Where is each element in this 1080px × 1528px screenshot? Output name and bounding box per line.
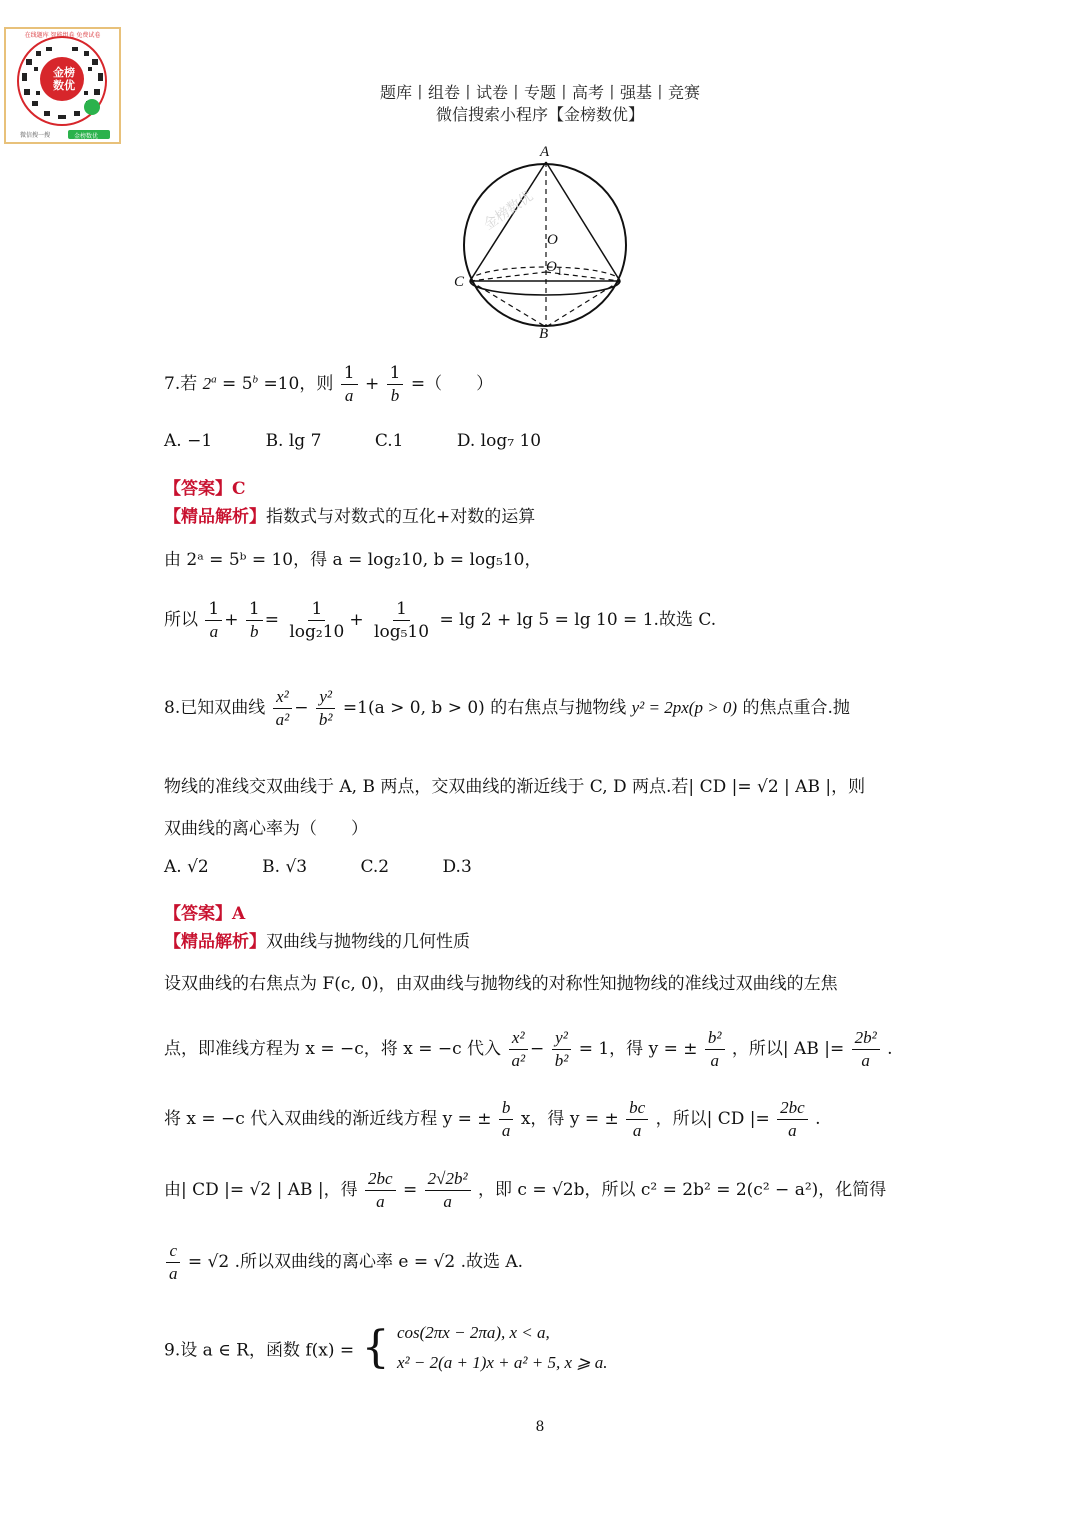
option-c: C.2 xyxy=(360,857,390,877)
analysis-8-line3: 将 x = −c 代入双曲线的渐近线方程 y = ± $\frac{b}{a}$ x，得 y = ± $\frac{bc}{a}$ ，所以| CD |= $\frac{2bc}{a}$ . xyxy=(164,1098,821,1140)
option-b: B. lg 7 xyxy=(265,431,322,451)
header-wechat: 微信搜索小程序【金榜数优】 xyxy=(435,105,644,124)
question-8-line2: 物线的准线交双曲线于 A, B 两点，交双曲线的渐近线于 C, D 两点.若| CD |= √2 | AB |，则 xyxy=(164,777,866,797)
qr-brand-line2: 数优 xyxy=(53,79,75,92)
question-7-options xyxy=(164,431,589,451)
label-O: O xyxy=(547,232,558,248)
answer-7: 【答案】C xyxy=(164,479,246,499)
analysis-8-line1: 设双曲线的右焦点为 F(c, 0)，由双曲线与抛物线的对称性知抛物线的准线过双曲线的左焦 xyxy=(164,974,838,994)
option-b: B. √3 xyxy=(262,857,308,877)
qr-footer: 微信搜一搜 xyxy=(20,132,51,139)
sphere-diagram xyxy=(440,140,650,350)
brace-icon: { xyxy=(361,1322,390,1373)
header-nav: 题库丨组卷丨试卷丨专题丨高考丨强基丨竞赛 xyxy=(379,83,700,102)
label-O1: $O_1$ xyxy=(546,259,563,278)
qr-ring-text: 在线题库 智能组卷 免费试卷 xyxy=(24,32,101,39)
question-7: 7.若 2$^a$ = 5$^b$ =10，则 $\frac{1}{a}$ + $\frac{1}{b}$ =（ ） xyxy=(164,363,494,405)
q9-case-1: cos(2πx − 2πa), x < a, xyxy=(396,1323,550,1342)
analysis-8-line5: $\frac{c}{a}$ = √2 .所以双曲线的离心率 e = √2 .故选 A. xyxy=(164,1240,523,1285)
question-9: 9.设 a ∈ R，函数 f(x) = { cos(2πx − 2πa), x < a, x² − 2(a + 1)x + a² + 5, x ⩾ a. xyxy=(164,1318,608,1378)
option-c: C.1 xyxy=(374,431,404,451)
question-8-options xyxy=(164,857,520,877)
sphere-figure xyxy=(440,140,650,350)
qr-footer-badge: 金榜数优 xyxy=(74,133,99,140)
analysis-8-title: 【精品解析】双曲线与抛物线的几何性质 xyxy=(164,932,470,952)
answer-8: 【答案】A xyxy=(164,904,246,924)
page-number: 8 xyxy=(535,1419,545,1435)
option-a: A. √2 xyxy=(164,857,209,877)
analysis-8-line2: 点，即准线方程为 x = −c，将 x = −c 代入 $\frac{\text{x²}}{\text{a²}}$ − $\frac{\text{y²}}{\text{b²}}$ = 1，得 y = ± $\frac{\text{b²}}{a}$ ，所以| AB |= $\frac{\text{2b²}}{a}$ . xyxy=(164,1028,893,1070)
analysis-8-line4: 由| CD |= √2 | AB |，得 $\frac{2bc}{a}$ = $\frac{\text{2√2b²}}{a}$ ，即 c = √2b，所以 c² = 2b² = 2(c² − a²)，化简得 xyxy=(164,1169,887,1211)
label-A: A xyxy=(540,144,550,160)
label-B: B xyxy=(539,326,549,342)
question-8-line3: 双曲线的离心率为（ ） xyxy=(164,819,368,839)
option-d: D.3 xyxy=(442,857,472,877)
question-8: 8.已知双曲线 $\frac{\text{x²}}{\text{a²}}$ − $\frac{\text{y²}}{\text{b²}}$ =1(a > 0, b > 0) 的右焦点与抛物线 y² = 2px(p > 0) 的焦点重合.抛 xyxy=(164,687,850,729)
figure-watermark: 金榜数优 xyxy=(481,188,537,234)
analysis-7-line2: 所以 $\frac{1}{a}$ + $\frac{1}{b}$ = $\frac{1}{\text{log₂10}}$ + $\frac{1}{\text{log₅10}}$ = lg 2 + lg 5 = lg 10 = 1.故选 C. xyxy=(164,599,717,642)
qr-brand-line1: 金榜 xyxy=(53,66,75,79)
label-C: C xyxy=(454,274,465,290)
analysis-7-title: 【精品解析】指数式与对数式的互化+对数的运算 xyxy=(164,507,536,527)
q9-case-2: x² − 2(a + 1)x + a² + 5, x ⩾ a. xyxy=(396,1353,608,1372)
option-d: D. log₇ 10 xyxy=(456,431,542,451)
analysis-7-line1: 由 2ᵃ = 5ᵇ = 10，得 a = log₂10, b = log₅10， xyxy=(164,550,542,570)
option-a: A. −1 xyxy=(164,431,213,451)
